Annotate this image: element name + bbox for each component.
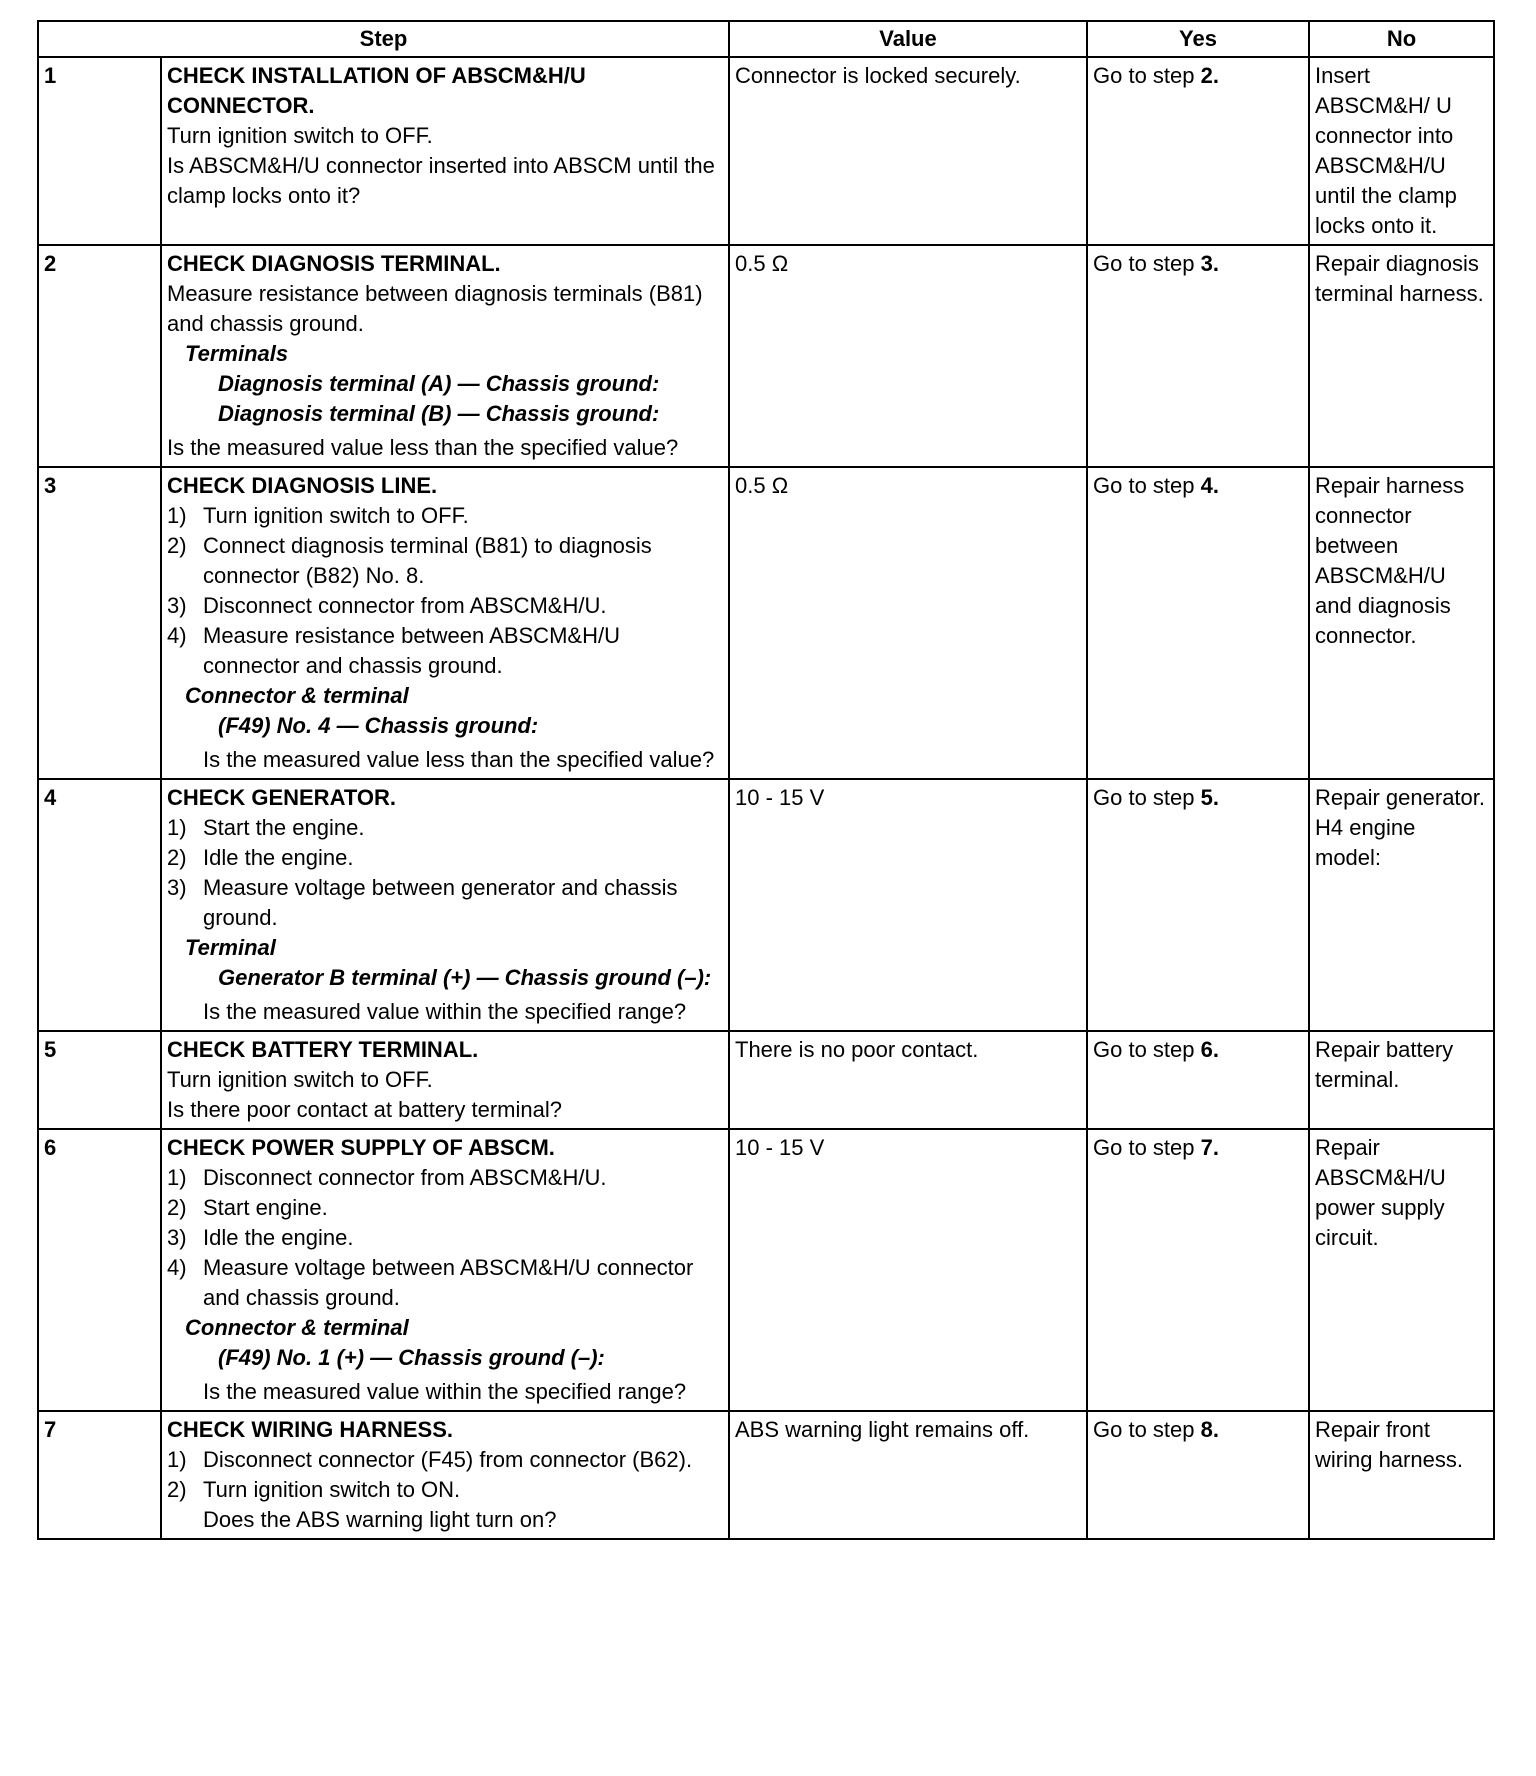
step-no: Repair harness connector between ABSCM&H/U and diagnosis connector.: [1309, 467, 1494, 779]
step-yes: [1087, 467, 1309, 779]
step-number: 1: [38, 57, 161, 245]
step-description: [161, 779, 729, 1031]
step-number: 3: [38, 467, 161, 779]
step-question: Is the measured value within the specified range?: [203, 999, 687, 1024]
table-row: [38, 57, 1494, 245]
yes-prefix: Go to step: [1093, 1135, 1201, 1160]
header-row: [38, 21, 1494, 57]
terminal-heading: Terminals: [185, 341, 289, 366]
step-title: CHECK INSTALLATION OF ABSCM&H/U CONNECTOR.: [167, 63, 586, 118]
yes-step: 3.: [1200, 251, 1219, 276]
terminal-spec: (F49) No. 4 — Chassis ground:: [218, 713, 539, 738]
list-item: [167, 813, 722, 843]
step-question: Is the measured value less than the specified value?: [203, 747, 715, 772]
step-question: Does the ABS warning light turn on?: [203, 1507, 557, 1532]
step-yes: [1087, 1031, 1309, 1129]
terminal-heading: Terminal: [185, 935, 276, 960]
yes-prefix: Go to step: [1093, 473, 1201, 498]
table-row: [38, 1411, 1494, 1539]
step-title: CHECK GENERATOR.: [167, 785, 396, 810]
step-number: 5: [38, 1031, 161, 1129]
list-text: Start the engine.: [203, 815, 365, 840]
header-step: Step: [38, 21, 729, 57]
list-number: 1): [167, 1447, 187, 1472]
step-title: CHECK DIAGNOSIS TERMINAL.: [167, 251, 501, 276]
terminal-spec: Diagnosis terminal (A) — Chassis ground:: [218, 371, 660, 396]
yes-step: 4.: [1200, 473, 1219, 498]
yes-step: 7.: [1200, 1135, 1219, 1160]
step-title: CHECK POWER SUPPLY OF ABSCM.: [167, 1135, 555, 1160]
list-number: 1): [167, 503, 187, 528]
list-text: Disconnect connector from ABSCM&H/U.: [203, 593, 607, 618]
terminal-heading: Connector & terminal: [185, 1315, 409, 1340]
list-number: 2): [167, 1477, 187, 1502]
list-item: [167, 1163, 722, 1193]
yes-prefix: Go to step: [1093, 63, 1201, 88]
yes-step: 5.: [1200, 785, 1219, 810]
list-text: Disconnect connector from ABSCM&H/U.: [203, 1165, 607, 1190]
list-text: Turn ignition switch to ON.: [203, 1477, 461, 1502]
list-text: Measure resistance between ABSCM&H/U connector and chassis ground.: [203, 623, 620, 678]
list-number: 3): [167, 593, 187, 618]
list-number: 2): [167, 533, 187, 558]
yes-prefix: Go to step: [1093, 1037, 1201, 1062]
table-row: [38, 1031, 1494, 1129]
step-yes: [1087, 1129, 1309, 1411]
step-no: Repair ABSCM&H/U power supply circuit.: [1309, 1129, 1494, 1411]
list-item: [167, 591, 722, 621]
terminal-heading: Connector & terminal: [185, 683, 409, 708]
step-line: Turn ignition switch to OFF.: [167, 123, 433, 148]
list-number: 3): [167, 875, 187, 900]
header-value: Value: [729, 21, 1087, 57]
list-item: [167, 1445, 722, 1475]
list-item: [167, 843, 722, 873]
list-number: 1): [167, 815, 187, 840]
step-yes: [1087, 245, 1309, 467]
list-number: 4): [167, 1255, 187, 1280]
yes-prefix: Go to step: [1093, 1417, 1201, 1442]
list-item: [167, 1193, 722, 1223]
diagnosis-table: [37, 20, 1495, 1540]
step-no: Repair front wiring harness.: [1309, 1411, 1494, 1539]
step-question: Is the measured value less than the specified value?: [167, 435, 679, 460]
list-number: 2): [167, 1195, 187, 1220]
terminal-spec: Diagnosis terminal (B) — Chassis ground:: [218, 401, 660, 426]
table-row: [38, 467, 1494, 779]
step-title: CHECK WIRING HARNESS.: [167, 1417, 454, 1442]
step-number: 4: [38, 779, 161, 1031]
header-no: No: [1309, 21, 1494, 57]
step-no: Repair diagnosis terminal harness.: [1309, 245, 1494, 467]
list-text: Turn ignition switch to OFF.: [203, 503, 469, 528]
step-value: There is no poor contact.: [729, 1031, 1087, 1129]
table-row: [38, 1129, 1494, 1411]
step-title: CHECK BATTERY TERMINAL.: [167, 1037, 479, 1062]
step-yes: [1087, 1411, 1309, 1539]
step-no: Repair generator. H4 engine model:: [1309, 779, 1494, 1031]
list-item: [167, 501, 722, 531]
step-number: 2: [38, 245, 161, 467]
step-value: Connector is locked securely.: [729, 57, 1087, 245]
step-description: [161, 467, 729, 779]
step-number: 7: [38, 1411, 161, 1539]
header-yes: Yes: [1087, 21, 1309, 57]
yes-step: 2.: [1200, 63, 1219, 88]
step-line: Measure resistance between diagnosis terminals (B81) and chassis ground.: [167, 281, 703, 336]
list-text: Idle the engine.: [203, 1225, 354, 1250]
list-number: 2): [167, 845, 187, 870]
step-title: CHECK DIAGNOSIS LINE.: [167, 473, 438, 498]
step-value: 10 - 15 V: [729, 779, 1087, 1031]
step-value: ABS warning light remains off.: [729, 1411, 1087, 1539]
yes-prefix: Go to step: [1093, 251, 1201, 276]
list-text: Measure voltage between ABSCM&H/U connector and chassis ground.: [203, 1255, 694, 1310]
step-line: Turn ignition switch to OFF.: [167, 1067, 433, 1092]
step-value: 0.5 Ω: [729, 245, 1087, 467]
list-text: Disconnect connector (F45) from connector (B62).: [203, 1447, 693, 1472]
step-value: 0.5 Ω: [729, 467, 1087, 779]
step-question: Is there poor contact at battery terminal?: [167, 1097, 562, 1122]
yes-step: 8.: [1200, 1417, 1219, 1442]
list-text: Idle the engine.: [203, 845, 354, 870]
list-number: 3): [167, 1225, 187, 1250]
list-number: 1): [167, 1165, 187, 1190]
step-description: [161, 1129, 729, 1411]
list-item: [167, 621, 722, 681]
list-item: [167, 1253, 722, 1313]
step-description: [161, 57, 729, 245]
step-yes: [1087, 779, 1309, 1031]
step-value: 10 - 15 V: [729, 1129, 1087, 1411]
step-no: Repair battery terminal.: [1309, 1031, 1494, 1129]
list-number: 4): [167, 623, 187, 648]
step-description: [161, 245, 729, 467]
yes-step: 6.: [1200, 1037, 1219, 1062]
yes-prefix: Go to step: [1093, 785, 1201, 810]
list-text: Measure voltage between generator and chassis ground.: [203, 875, 678, 930]
list-item: [167, 1223, 722, 1253]
list-text: Connect diagnosis terminal (B81) to diagnosis connector (B82) No. 8.: [203, 533, 652, 588]
table-row: [38, 779, 1494, 1031]
step-yes: [1087, 57, 1309, 245]
step-question: Is ABSCM&H/U connector inserted into ABSCM until the clamp locks onto it?: [167, 153, 715, 208]
step-no: Insert ABSCM&H/ U connector into ABSCM&H/U until the clamp locks onto it.: [1309, 57, 1494, 245]
list-item: [167, 531, 722, 591]
terminal-spec: (F49) No. 1 (+) — Chassis ground (–):: [218, 1345, 605, 1370]
step-number: 6: [38, 1129, 161, 1411]
list-text: Start engine.: [203, 1195, 328, 1220]
step-description: [161, 1411, 729, 1539]
list-item: [167, 1475, 722, 1505]
terminal-spec: Generator B terminal (+) — Chassis ground (–):: [218, 965, 712, 990]
list-item: [167, 873, 722, 933]
table-row: [38, 245, 1494, 467]
step-description: [161, 1031, 729, 1129]
step-question: Is the measured value within the specified range?: [203, 1379, 687, 1404]
